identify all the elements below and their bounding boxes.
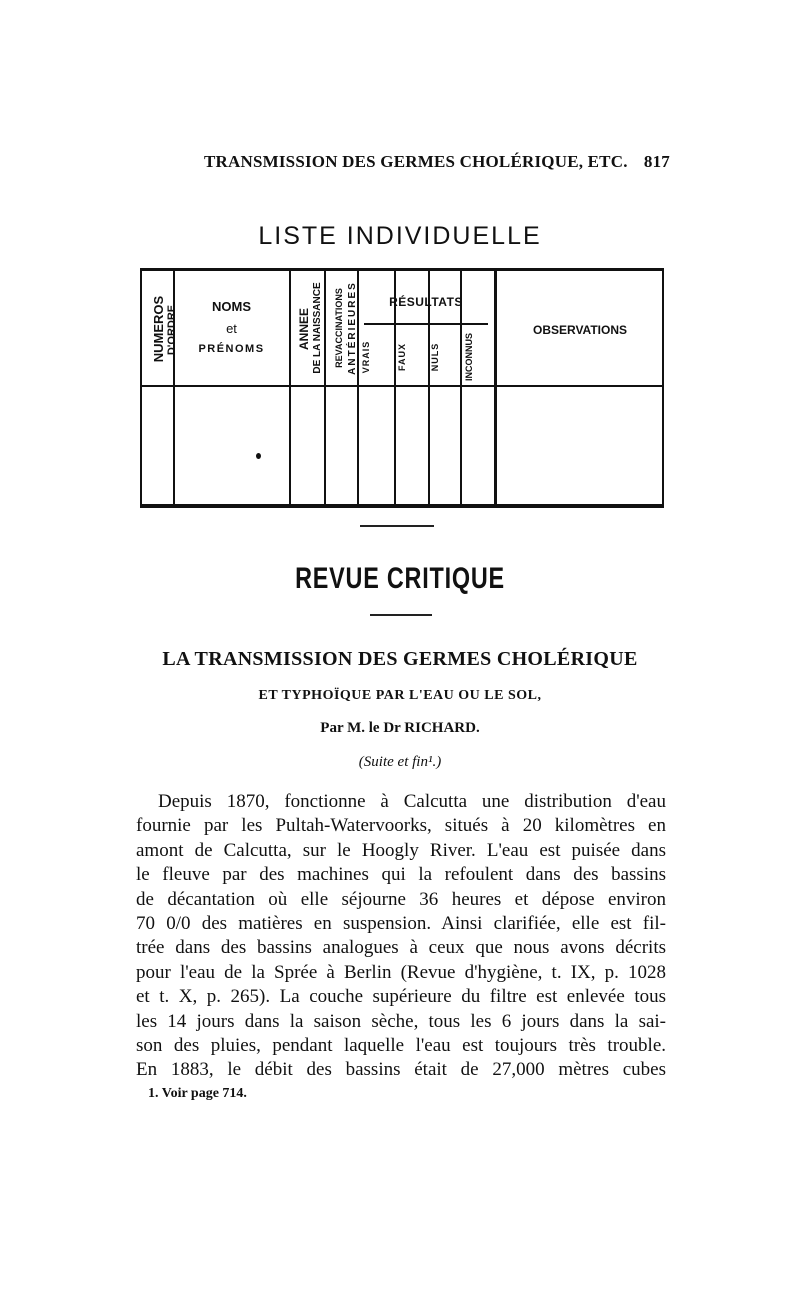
body-line: de décantation où elle séjourne 36 heures et dépose environ <box>136 888 666 910</box>
article-byline: Par M. le Dr RICHARD. <box>320 720 480 736</box>
body-line: le fleuve par des machines qui la refoulent dans des bassins <box>136 864 666 886</box>
header-vrais: VRAIS <box>361 340 371 374</box>
body-line: pour l'eau de la Sprée à Berlin (Revue d'hygiène, t. IX, p. 1028 <box>136 961 666 983</box>
body-line: les 14 jours dans la saison sèche, tous les 6 jours dans la sai- <box>136 1010 666 1032</box>
body-line: fournie par les Pultah-Watervoorks, situés à 20 kilomètres en <box>136 815 666 837</box>
running-title: TRANSMISSION DES GERMES CHOLÉRIQUE, ETC. <box>204 152 628 171</box>
header-et: et <box>226 321 237 336</box>
body-line: En 1883, le débit des bassins était de 27,000 mètres cubes <box>136 1059 666 1081</box>
article-title: LA TRANSMISSION DES GERMES CHOLÉRIQUE <box>162 648 638 670</box>
section-title: REVUE CRITIQUE <box>295 562 505 595</box>
body-line: 70 0/0 des matières en suspension. Ainsi clarifiée, elle est fil- <box>136 913 666 935</box>
header-dordre: D'ORDRE <box>166 304 178 356</box>
header-observations: OBSERVATIONS <box>532 323 627 337</box>
column-divider <box>289 271 291 504</box>
header-inconnus: INCONNUS <box>464 333 474 382</box>
header-noms: NOMS <box>212 299 251 314</box>
header-faux: FAUX <box>397 343 407 372</box>
header-nuls: NULS <box>430 342 440 372</box>
footnote: 1. Voir page 714. <box>148 1086 247 1101</box>
resultats-brace <box>364 323 488 325</box>
article-body <box>136 790 666 1083</box>
header-annee: ANNEE <box>297 308 311 351</box>
body-line: amont de Calcutta, sur le Hoogly River. L'eau est puisée dans <box>136 839 666 861</box>
page-number: 817 <box>643 152 670 171</box>
header-revaccinations: REVACCINATIONS <box>334 288 344 368</box>
body-line: son des pluies, pendant laquelle l'eau est toujours très trouble. <box>136 1035 666 1057</box>
running-head <box>204 152 670 180</box>
article-suite: (Suite et fin¹.) <box>358 754 442 770</box>
header-naissance: DE LA NAISSANCE <box>312 282 323 374</box>
body-line: et t. X, p. 265). La couche supérieure du filtre est enlevée tous <box>136 986 666 1008</box>
header-numeros: NUMEROS <box>151 295 166 363</box>
header-anterieures: ANTÉRIEURES <box>347 281 358 375</box>
body-line: trée dans des bassins analogues à ceux que nous avons décrits <box>136 937 666 959</box>
table-title: LISTE INDIVIDUELLE <box>258 222 542 250</box>
body-line: Depuis 1870, fonctionne à Calcutta une distribution d'eau <box>158 791 666 812</box>
header-resultats: RÉSULTATS <box>389 295 463 309</box>
section-rule-bottom <box>370 614 432 616</box>
section-rule-top <box>360 525 434 527</box>
article-subtitle: ET TYPHOÏQUE PAR L'EAU OU LE SOL, <box>258 688 542 703</box>
header-prenoms: PRÉNOMS <box>198 343 265 355</box>
column-divider <box>495 271 497 504</box>
individual-list-table <box>140 268 664 508</box>
ink-dot <box>256 453 261 459</box>
